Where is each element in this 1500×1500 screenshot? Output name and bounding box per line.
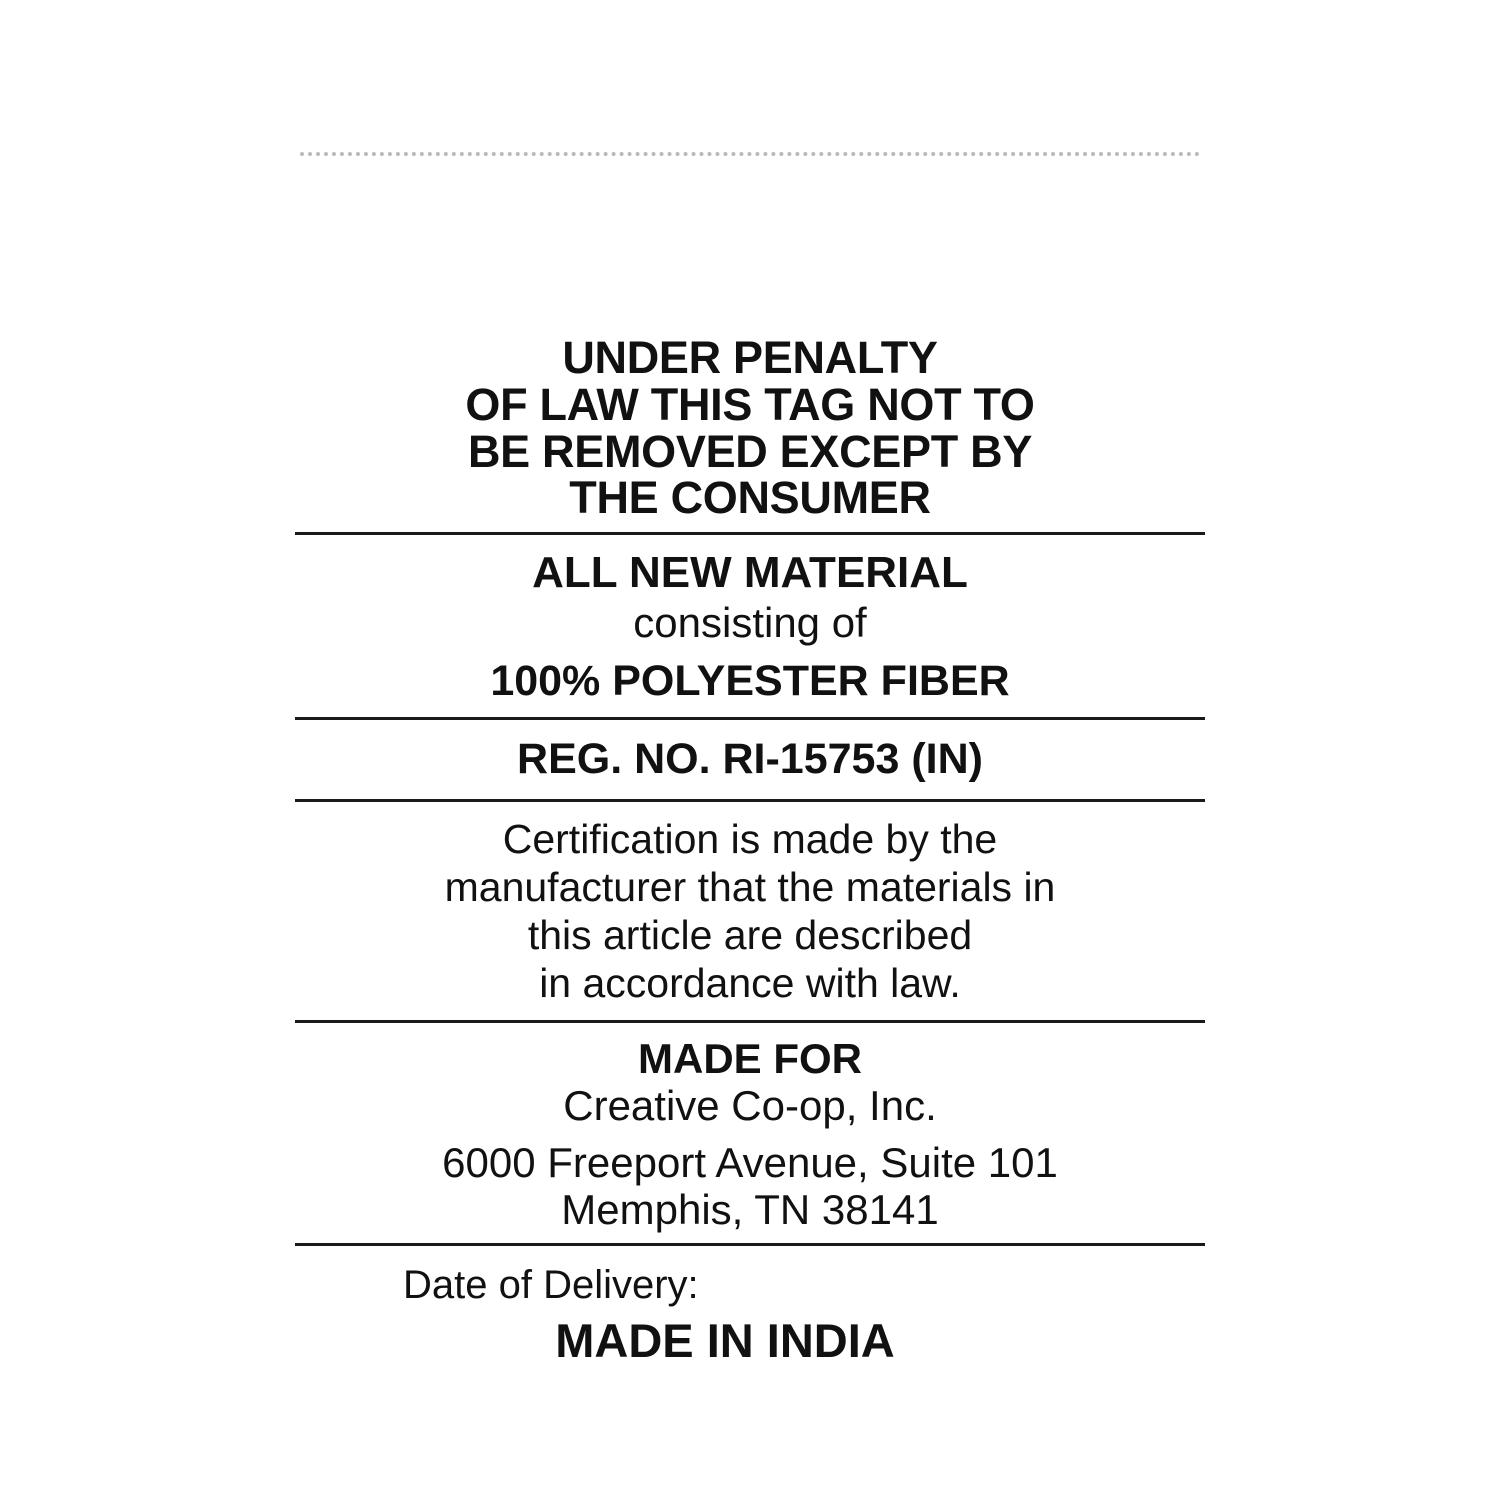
penalty-headline-line-3: BE REMOVED EXCEPT BY [467,425,1033,477]
certification-line-3: this article are described [527,912,973,959]
registration-number: REG. NO. RI-15753 (IN) [295,720,1205,802]
company-name: Creative Co-op, Inc. [563,1082,937,1130]
fiber-content: 100% POLYESTER FIBER [490,656,1010,705]
certification-line-2: manufacturer that the materials in [444,864,1056,911]
consisting-of-label: consisting of [633,598,867,646]
delivery-origin-section [295,1246,1205,1368]
perforation-tear-line [300,152,1200,160]
material-section [295,535,1205,720]
penalty-headline-line-2: OF LAW THIS TAG NOT TO [465,378,1035,430]
made-for-title: MADE FOR [638,1035,862,1083]
material-title: ALL NEW MATERIAL [532,548,968,598]
company-address-line-1: 6000 Freeport Avenue, Suite 101 [442,1139,1058,1187]
penalty-headline-line-1: UNDER PENALTY [562,332,938,383]
date-of-delivery-label: Date of Delivery: [403,1263,699,1308]
label-content [295,332,1205,1368]
certification-line-1: Certification is made by the [502,816,998,863]
made-for-section [295,1023,1205,1246]
penalty-headline [295,332,1205,535]
certification-line-4: in accordance with law. [539,960,961,1007]
country-of-origin: MADE IN INDIA [555,1314,895,1368]
certification-statement [295,802,1205,1023]
penalty-headline-line-4: THE CONSUMER [569,472,931,524]
company-address-line-2: Memphis, TN 38141 [561,1186,939,1234]
